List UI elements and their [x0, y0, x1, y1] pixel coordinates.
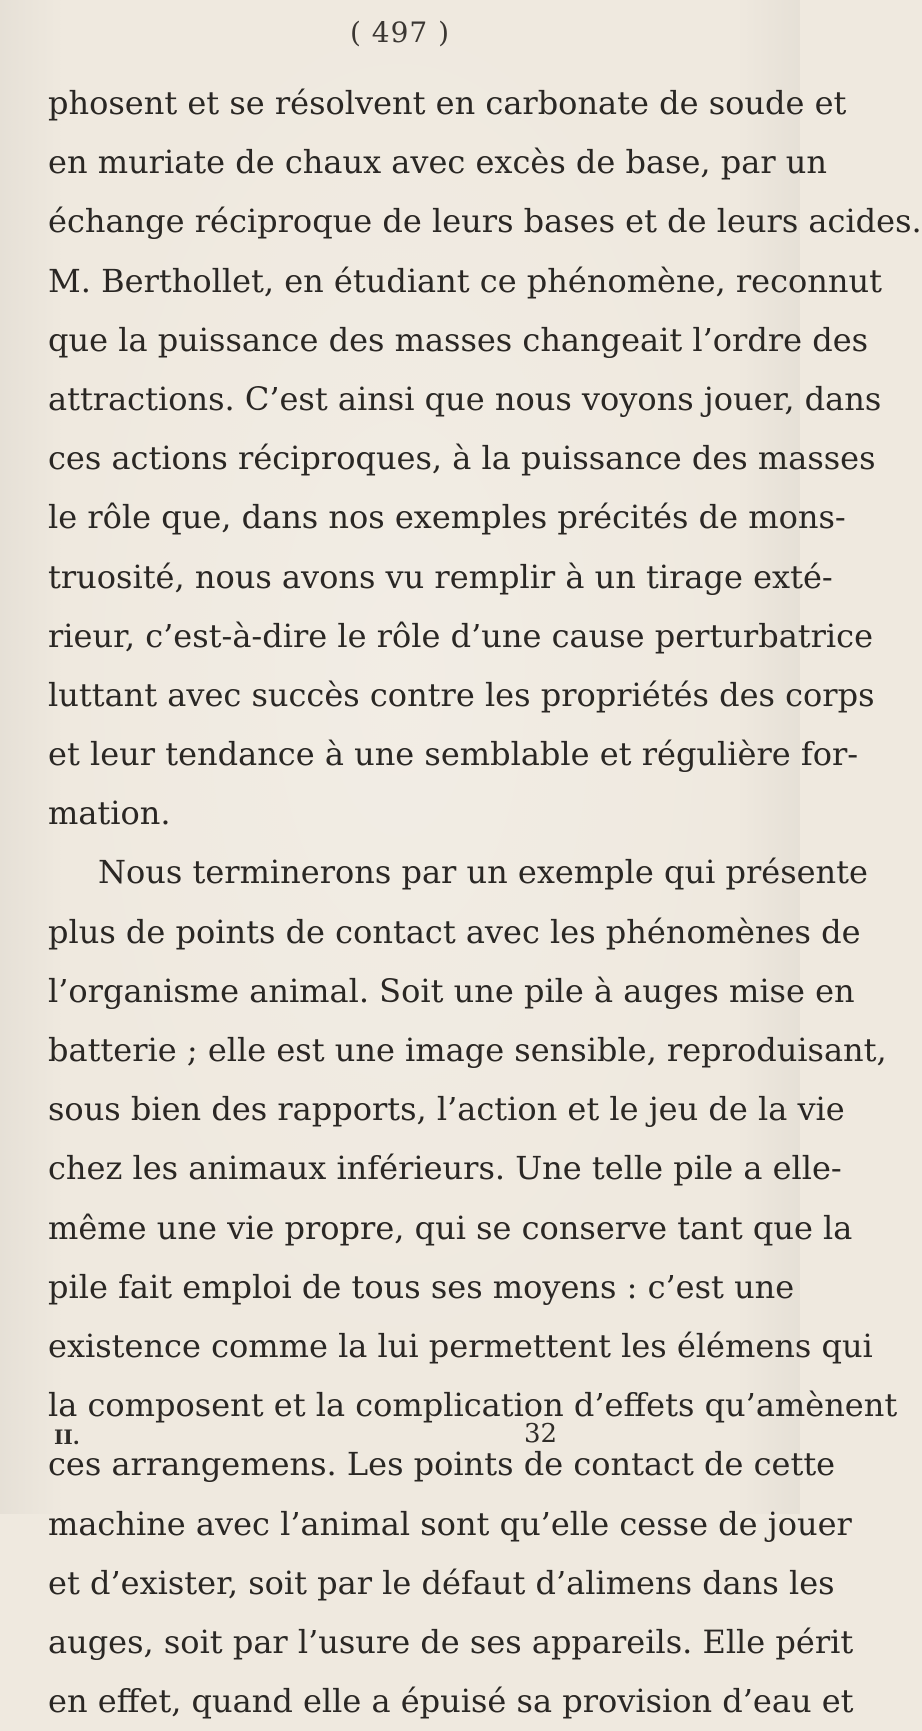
text-line: et d’exister, soit par le défaut d’alimens dans les — [48, 1563, 835, 1602]
text-line: en muriate de chaux avec excès de base, par un — [48, 143, 828, 182]
text-line: auges, soit par l’usure de ses appareils. Elle périt — [48, 1622, 854, 1661]
text-line: en effet, quand elle a épuisé sa provision d’eau et — [48, 1682, 854, 1721]
text-line: que la puissance des masses changeait l’ordre des — [48, 320, 869, 359]
text-line: batterie ; elle est une image sensible, reproduisant, — [48, 1031, 887, 1069]
text-line: machine avec l’animal sont qu’elle cesse de jouer — [48, 1504, 852, 1543]
text-line: ces arrangemens. Les points de contact de cette — [48, 1445, 836, 1484]
paragraph-end-line: mation. — [48, 794, 171, 833]
text-line: même une vie propre, qui se conserve tant que la — [48, 1208, 853, 1247]
text-line: et leur tendance à une semblable et régulière for- — [48, 735, 859, 774]
text-line: rieur, c’est-à-dire le rôle d’une cause perturbatrice — [48, 616, 874, 655]
text-line: la composent et la complication d’effets qu’amènent — [48, 1386, 898, 1425]
text-line: plus de points de contact avec les phénomènes de — [48, 912, 861, 951]
gathering-signature: 32 — [524, 1419, 558, 1449]
page-body-text — [48, 74, 922, 1731]
text-line: attractions. C’est ainsi que nous voyons jouer, dans — [48, 379, 882, 418]
page-number-header: ( 497 ) — [349, 16, 451, 49]
text-line: truosité, nous avons vu remplir à un tirage exté- — [48, 557, 833, 596]
text-line: le rôle que, dans nos exemples précités de mons- — [48, 498, 846, 537]
volume-signature: II. — [54, 1425, 80, 1449]
text-line: M. Berthollet, en étudiant ce phénomène, reconnut — [48, 261, 882, 300]
text-line: sous bien des rapports, l’action et le jeu de la vie — [48, 1090, 845, 1129]
text-line: chez les animaux inférieurs. Une telle pile a elle- — [48, 1149, 842, 1188]
text-line: pile fait emploi de tous ses moyens : c’est une — [48, 1267, 795, 1306]
text-line: luttant avec succès contre les propriétés des corps — [48, 675, 875, 714]
text-line: existence comme la lui permettent les élémens qui — [48, 1326, 873, 1365]
text-line: ces actions réciproques, à la puissance des masses — [48, 439, 876, 478]
text-line: échange réciproque de leurs bases et de leurs acides. — [48, 202, 922, 241]
paragraph-start-line: Nous terminerons par un exemple qui présente — [98, 853, 868, 892]
text-line: phosent et se résolvent en carbonate de soude et — [48, 84, 847, 122]
text-line: l’organisme animal. Soit une pile à auges mise en — [48, 971, 855, 1010]
